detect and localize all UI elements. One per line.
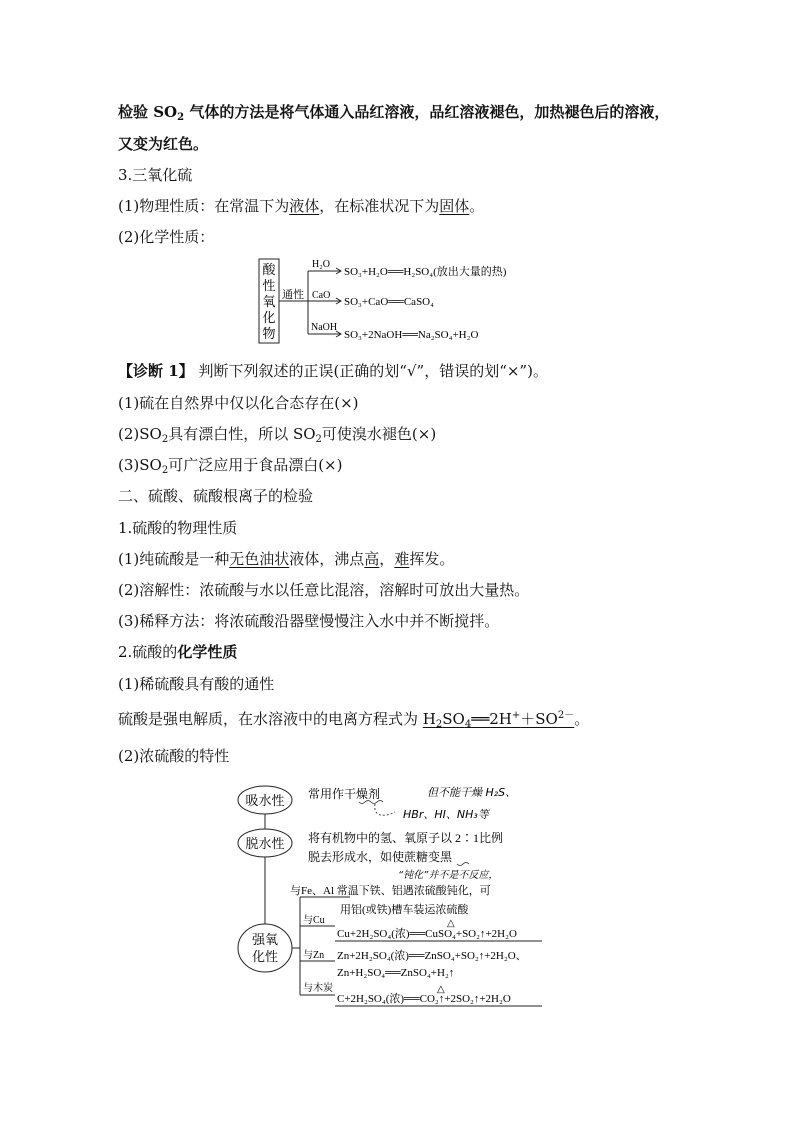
- box-char: 性: [262, 278, 276, 293]
- intro-line-1: [118, 103, 669, 121]
- carbon-label: 与木炭: [303, 983, 333, 994]
- box-char: 氧: [262, 294, 276, 309]
- dehydrate-text-b: 脱去形成水，如使蔗糖变黑: [308, 850, 453, 864]
- cu-label: 与Cu: [303, 915, 325, 926]
- carbon-equation: C+2H₂SO₄(浓)══CO₂↑+2SO₂↑+2H₂O: [337, 993, 511, 1005]
- ion-2h: ══2H: [471, 710, 512, 728]
- intro-sub: 2: [177, 112, 185, 123]
- p1-pre: (1)纯硫酸是一种: [118, 550, 230, 568]
- p1-u1: 无色油状: [229, 550, 290, 568]
- zn-label: 与Zn: [303, 950, 325, 961]
- reagent-h2o: H₂O: [312, 259, 330, 270]
- eq-so3-h2o: SO₃+H₂O══H₂SO₄(放出大量的热): [344, 266, 507, 278]
- box-char: 化: [262, 310, 276, 325]
- ion-end: 。: [574, 710, 590, 728]
- chem-bold: 化学性质: [177, 643, 238, 661]
- node-dehydrate-label: 脱水性: [245, 836, 285, 851]
- sup: +: [511, 710, 521, 721]
- branch-label: 通性: [282, 289, 304, 301]
- reagent-cao: CaO: [312, 290, 331, 301]
- zn-equation-1: Zn+2H₂SO₄(浓)══ZnSO₄+SO₂↑+2H₂O、: [337, 950, 527, 962]
- node-oxidize-label-a: 强氧: [251, 932, 279, 947]
- so3-physical: [118, 197, 484, 215]
- so3-liquid: 液体: [289, 197, 320, 215]
- so3-physical-pre: (1)物理性质：在常温下为: [118, 197, 290, 215]
- so3-heading: 3.三氧化硫: [118, 166, 193, 184]
- chemical-heading: [118, 643, 237, 661]
- absorb-note-b: HBr、HI、NH₃等: [403, 808, 489, 821]
- heat-symbol: △: [437, 984, 445, 995]
- dehydrate-text-a: 将有机物中的氢、氧原子以 2∶1比例: [308, 831, 504, 845]
- sub: 2: [161, 465, 169, 476]
- box-char: 酸: [262, 262, 276, 277]
- intro-text-a: 检验 SO: [118, 103, 178, 121]
- diagnosis-prompt: [118, 362, 548, 380]
- p1-end: 挥发。: [409, 550, 455, 568]
- sub: 2: [161, 434, 169, 445]
- item3-b: 可广泛应用于食品漂白(×): [168, 456, 343, 474]
- item2-a: (2)SO: [118, 425, 162, 443]
- concentrated-diagram: [235, 780, 555, 1010]
- chem-pre: 2.硫酸的: [118, 643, 178, 661]
- fe-al-text-b: 用铝(或铁)槽车装运浓硫酸: [340, 904, 469, 916]
- p1-u2: 高: [364, 550, 380, 568]
- fe-al-text-a: 与Fe、Al 常温下铁、铝遇浓硫酸钝化，可: [290, 885, 491, 897]
- diagnosis-text: 判断下列叙述的正误(正确的划“√”，错误的划“×”)。: [193, 362, 548, 380]
- intro-text-b: 气体的方法是将气体通入品红溶液，品红溶液褪色，加热褪色后的溶液，: [184, 103, 670, 121]
- box-char: 物: [262, 326, 276, 341]
- item2-b: 具有漂白性，所以 SO: [168, 425, 316, 443]
- dilute-heading: (1)稀硫酸具有酸的通性: [118, 675, 275, 693]
- physical-p1: [118, 550, 454, 568]
- p1-comma: ，: [379, 550, 395, 568]
- zn-equation-2: Zn+H₂SO₄══ZnSO₄+H₂↑: [337, 967, 455, 979]
- intro-line-2: 又变为红色。: [118, 135, 209, 153]
- ion-h: H: [422, 710, 436, 728]
- ion-so4: ＋SO: [520, 710, 558, 728]
- diagnosis-item-1: (1)硫在自然界中仅以化合态存在(×): [118, 394, 359, 412]
- diagnosis-tag: 【诊断 1】: [118, 362, 194, 380]
- passivation-note: “钝化”并不是不反应，: [398, 870, 499, 881]
- diagnosis-item-2: [118, 425, 436, 443]
- sub: 2: [435, 719, 443, 730]
- heat-symbol: △: [447, 918, 455, 929]
- ionization-equation: [423, 710, 574, 728]
- physical-heading: 1.硫酸的物理性质: [118, 519, 238, 537]
- p1-mid: 液体，沸点: [289, 550, 365, 568]
- so3-chemical: (2)化学性质：: [118, 228, 215, 246]
- item3-a: (3)SO: [118, 456, 162, 474]
- absorb-note-a: 但不能干燥 H₂S、: [427, 786, 517, 799]
- node-oxidize-label-b: 化性: [251, 949, 279, 964]
- physical-p3: (3)稀释方法：将浓硫酸沿器壁慢慢注入水中并不断搅拌。: [118, 612, 500, 630]
- absorb-text: 常用作干燥剂: [308, 787, 381, 801]
- so3-diagram: [258, 256, 548, 346]
- ionization-line: [118, 710, 589, 728]
- reagent-naoh: NaOH: [311, 322, 338, 333]
- so3-physical-end: 。: [469, 197, 485, 215]
- ion-pre: 硫酸是强电解质，在水溶液中的电离方程式为: [118, 710, 423, 728]
- wavy-underline: [457, 863, 469, 866]
- so3-solid: 固体: [439, 197, 470, 215]
- concentrated-heading: (2)浓硫酸的特性: [118, 747, 230, 765]
- eq-so3-naoh: SO₃+2NaOH══Na₂SO₄+H₂O: [344, 329, 479, 341]
- dashed-arrow: [375, 804, 395, 815]
- item2-c: 可使溴水褪色(×): [321, 425, 437, 443]
- sub: 2: [315, 434, 322, 445]
- diagnosis-item-3: [118, 456, 342, 474]
- p1-u3: 难: [394, 550, 410, 568]
- cu-equation: Cu+2H₂SO₄(浓)══CuSO₄+SO₂↑+2H₂O: [337, 928, 517, 940]
- physical-p2: (2)溶解性：浓硫酸与水以任意比混溶，溶解时可放出大量热。: [118, 581, 530, 599]
- ion-so: SO: [442, 710, 465, 728]
- so3-physical-mid: ，在标准状况下为: [319, 197, 440, 215]
- eq-so3-cao: SO₃+CaO══CaSO₄: [344, 296, 434, 308]
- ion-charge: 2－: [557, 710, 575, 721]
- sub: 4: [464, 719, 472, 730]
- section2-heading: 二、硫酸、硫酸根离子的检验: [118, 487, 314, 505]
- node-absorb-label: 吸水性: [245, 793, 285, 808]
